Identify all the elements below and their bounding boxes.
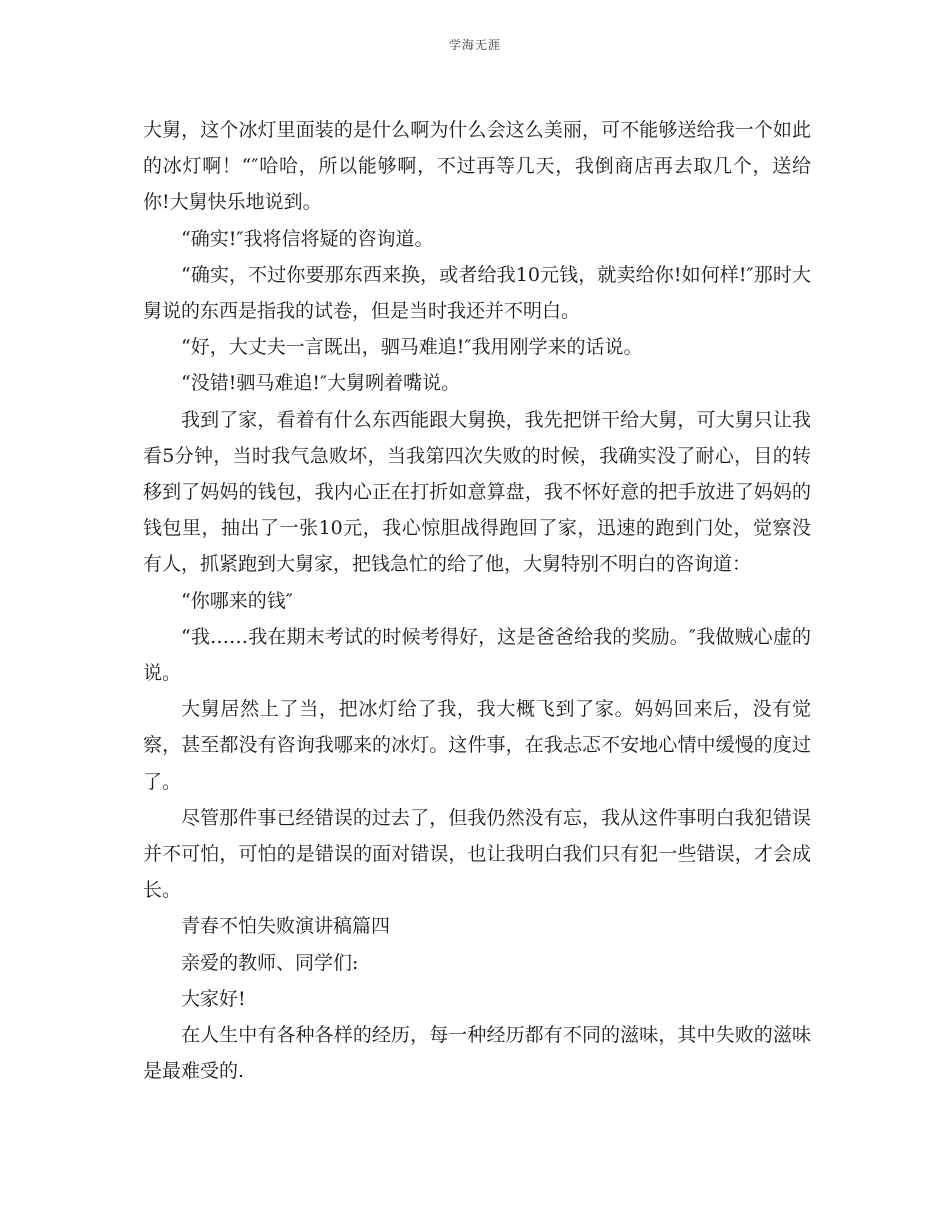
paragraph: “确实!″我将信将疑的咨询道。 [181,227,434,250]
page-header: 学海无涯 [448,38,501,52]
paragraph: “好，大丈夫一言既出，驷马难追!″我用刚学来的话说。 [181,336,643,359]
paragraph: “确实，不过你要那东西来换，或者给我10元钱，就卖给你!如何样!″那时大舅说的东西是指我的试卷，但是当时我还并不明白。 [143,263,811,323]
paragraph: 尽管那件事已经错误的过去了，但我仍然没有忘，我从这件事明白我犯错误并不可怕，可怕的是错误的面对错误，也让我明白我们只有犯一些错误，才会成长。 [143,806,811,902]
paragraph: “我……我在期末考试的时候考得好，这是爸爸给我的奖励。″我做贼心虚的说。 [143,625,811,685]
salutation: 亲爱的教师、同学们: [181,951,359,974]
document-body [143,112,811,1089]
paragraph: 大舅居然上了当，把冰灯给了我，我大概飞到了家。妈妈回来后，没有觉察，甚至都没有咨询我哪来的冰灯。这件事，在我忐忑不安地心情中缓慢的度过了。 [143,698,811,793]
section-heading: 青春不怕失败演讲稿篇四 [181,915,391,938]
paragraph: 在人生中有各种各样的经历，每一种经历都有不同的滋味，其中失败的滋味是最难受的. [143,1024,811,1083]
greeting: 大家好! [181,987,246,1010]
paragraph: 我到了家，看着有什么东西能跟大舅换，我先把饼干给大舅，可大舅只让我看5分钟，当时我气急败坏，当我第四次失败的时候，我确实没了耐心，目的转移到了妈妈的钱包，我内心正在打折如意算盘，我不怀好意的把手放进了妈妈的钱包里，抽出了一张10元，我心惊胆战得跑回了家，迅速的跑到门处，觉察没有人，抓紧跑到大舅家，把钱急忙的给了他，大舅特别不明白的咨询道： [143,408,811,576]
paragraph: “没错!驷马难追!″大舅咧着嘴说。 [181,372,461,395]
paragraph: “你哪来的钱″ [181,589,293,612]
paragraph: 大舅，这个冰灯里面装的是什么啊为什么会这么美丽，可不能够送给我一个如此的冰灯啊！“″哈哈，所以能够啊，不过再等几天，我倒商店再去取几个，送给你!大舅快乐地说到。 [143,119,811,214]
